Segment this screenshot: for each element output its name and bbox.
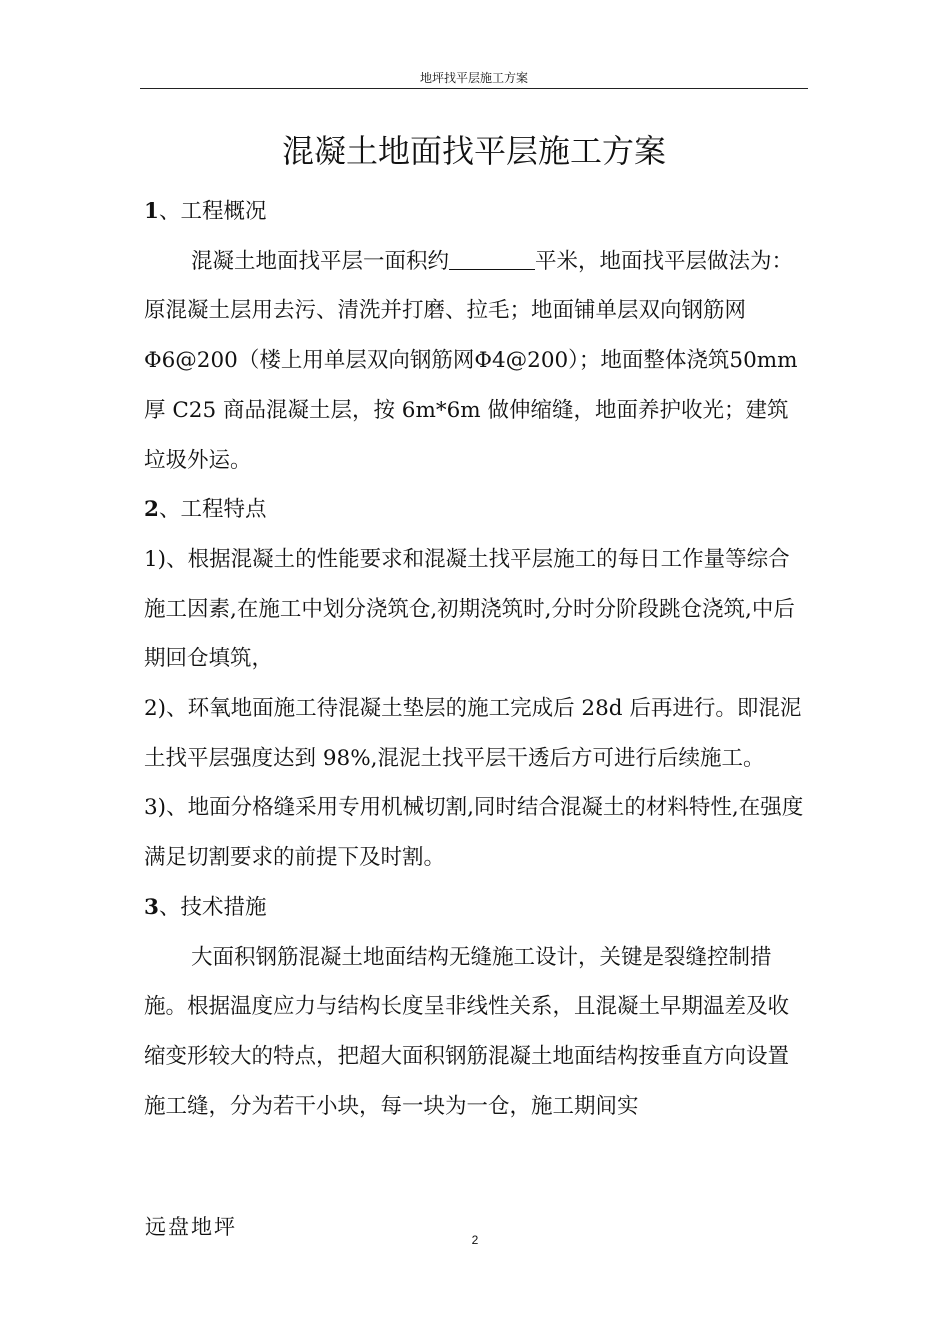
document-title: 混凝土地面找平层施工方案 — [281, 132, 666, 170]
section-1-intro-rest: 平米，地面找平层做法为：原混凝土层用去污、清洗并打磨、拉毛；地面铺单层双向钢筋网Φ6@200（楼上用单层双向钢筋网Φ4@200）；地面整体浇筑50mm 厚 C25 商品混凝土层，按 6m*6m 做伸缩缝，地面养护收光；建筑垃圾外运。 — [144, 248, 798, 473]
section-1-intro-start: 混凝土地面找平层一面积约 — [191, 248, 450, 274]
document-body — [144, 187, 808, 1131]
header-divider — [140, 88, 808, 89]
section-2-item-3: 3)、地面分格缝采用专用机械切割,同时结合混凝土的材料特性,在强度满足切割要求的前提下及时割。 — [144, 795, 804, 871]
section-1-number: 1 — [144, 199, 159, 224]
page-number: 2 — [471, 1233, 479, 1247]
area-blank-field — [449, 247, 535, 270]
running-header: 地坪找平层施工方案 — [419, 71, 528, 85]
section-2-item-2: 2)、环氧地面施工待混凝土垫层的施工完成后 28d 后再进行。即混泥土找平层强度达到 98%,混泥土找平层干透后方可进行后续施工。 — [144, 696, 802, 771]
section-1-title: 、工程概况 — [158, 199, 267, 224]
section-2-heading — [144, 485, 808, 535]
section-2-item-1: 1)、根据混凝土的性能要求和混凝土找平层施工的每日工作量等综合施工因素,在施工中划分浇筑仓,初期浇筑时,分时分阶段跳仓浇筑,中后期回仓填筑， — [144, 546, 795, 672]
section-3-number: 3 — [144, 894, 159, 920]
section-1-heading — [144, 187, 808, 237]
section-2-number: 2 — [144, 497, 159, 523]
section-3-title: 、技术措施 — [158, 894, 267, 920]
footer-company: 远盘地坪 — [145, 1215, 237, 1239]
section-3-heading — [144, 883, 808, 933]
section-2-title: 、工程特点 — [158, 497, 267, 523]
section-3-paragraph: 大面积钢筋混凝土地面结构无缝施工设计，关键是裂缝控制措施。根据温度应力与结构长度呈非线性关系，且混凝土早期温差及收缩变形较大的特点，把超大面积钢筋混凝土地面结构按垂直方向设置施工缝，分为若干小块，每一块为一仓，施工期间实 — [144, 944, 790, 1119]
section-1-paragraph — [144, 237, 808, 486]
